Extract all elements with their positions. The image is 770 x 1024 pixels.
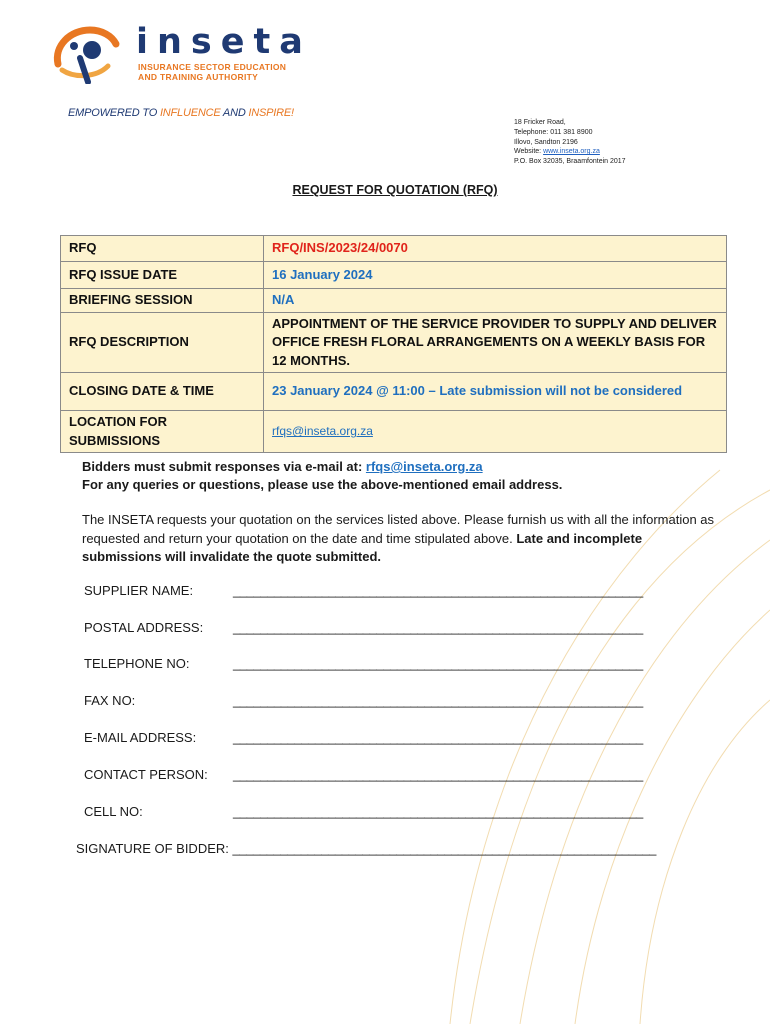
instructions-warning: Late and incomplete submissions will invalidate the quote submitted. [82,530,643,564]
contact-person-line[interactable]: ____________________________________________________________ [233,767,643,782]
inseta-logo-icon [52,24,124,84]
postal-address-label: POSTAL ADDRESS: [84,620,204,635]
bidders-line2: For any queries or questions, please use the above-mentioned email address. [82,477,563,492]
website-label: Website: [514,148,544,156]
tagline-part3: AND [220,107,249,119]
address-line3: Illovo, Sandton 2196 [514,138,578,146]
issue-date-value: 16 January 2024 [264,262,727,289]
address-block [514,118,626,167]
rfq-number: RFQ/INS/2023/24/0070 [264,236,727,262]
website-link[interactable]: www.inseta.org.za [543,148,600,156]
email-label: E-MAIL ADDRESS: [84,730,197,745]
briefing-value: N/A [264,289,727,313]
bidders-email-link[interactable]: rfqs@inseta.org.za [365,459,483,474]
tagline-part4: INSPIRE! [248,107,294,119]
email-field[interactable] [84,730,643,746]
bidders-notice [82,458,562,494]
signature-line[interactable]: ______________________________________________________________ [232,841,656,856]
cell-line[interactable]: ____________________________________________________________ [233,804,643,819]
supplier-name-field[interactable] [84,583,643,599]
logo-subtitle [138,62,286,82]
fax-line[interactable]: ____________________________________________________________ [233,693,643,708]
rfq-details-table [60,235,727,453]
cell-label: CELL NO: [84,804,143,819]
signature-field[interactable] [76,841,656,856]
fax-label: FAX NO: [84,693,136,708]
telephone-field[interactable] [84,656,643,672]
closing-value: 23 January 2024 @ 11:00 – Late submission will not be considered [264,373,727,411]
table-row [61,373,727,411]
location-label: LOCATION FOR SUBMISSIONS [61,411,264,453]
location-email-link[interactable]: rfqs@inseta.org.za [272,424,373,439]
contact-person-label: CONTACT PERSON: [84,767,208,782]
address-po-box: P.O. Box 32035, Braamfontein 2017 [514,158,626,166]
address-telephone: Telephone: 011 381 8900 [514,128,593,136]
supplier-name-line[interactable]: ____________________________________________________________ [233,583,643,598]
address-line1: 18 Fricker Road, [514,119,566,126]
description-label: RFQ DESCRIPTION [61,312,264,373]
issue-date-label: RFQ ISSUE DATE [61,262,264,289]
tagline-part2: INFLUENCE [159,107,221,119]
contact-person-field[interactable] [84,767,643,783]
inseta-logo [52,22,312,92]
table-row [61,236,727,262]
postal-address-line[interactable]: ____________________________________________________________ [233,620,643,635]
page-title: REQUEST FOR QUOTATION (RFQ) [292,183,498,197]
telephone-label: TELEPHONE NO: [84,656,190,671]
bidders-line1-text: Bidders must submit responses via e-mail at: [82,459,366,474]
instructions-paragraph [82,511,722,567]
logo-wordmark: inseta [136,22,312,62]
logo-subtitle-line1: INSURANCE SECTOR EDUCATION [138,62,287,72]
logo-subtitle-line2: AND TRAINING AUTHORITY [138,72,259,82]
location-value [264,411,727,453]
instructions-text: The INSETA requests your quotation on the services listed above. Please furnish us with all the information as requested and return your quotation on the date and time stipulated above. [82,512,715,546]
table-row [61,262,727,289]
closing-label: CLOSING DATE & TIME [61,373,264,411]
email-line[interactable]: ____________________________________________________________ [233,730,643,745]
address-website [514,147,626,157]
table-row [61,289,727,313]
table-row [61,411,727,453]
table-row [61,312,727,373]
fax-field[interactable] [84,693,643,709]
telephone-line[interactable]: ____________________________________________________________ [233,656,643,671]
signature-label: SIGNATURE OF BIDDER: [76,841,229,856]
briefing-label: BRIEFING SESSION [61,289,264,313]
supplier-name-label: SUPPLIER NAME: [84,583,194,598]
description-value: APPOINTMENT OF THE SERVICE PROVIDER TO SUPPLY AND DELIVER OFFICE FRESH FLORAL ARRANGEMENTS ON A WEEKLY BASIS FOR 12 MONTHS. [264,312,727,373]
rfq-label: RFQ [61,236,264,262]
cell-field[interactable] [84,804,643,820]
tagline [68,107,294,119]
postal-address-field[interactable] [84,620,643,636]
bidders-line1 [82,458,562,476]
tagline-part1: EMPOWERED TO [68,107,160,119]
